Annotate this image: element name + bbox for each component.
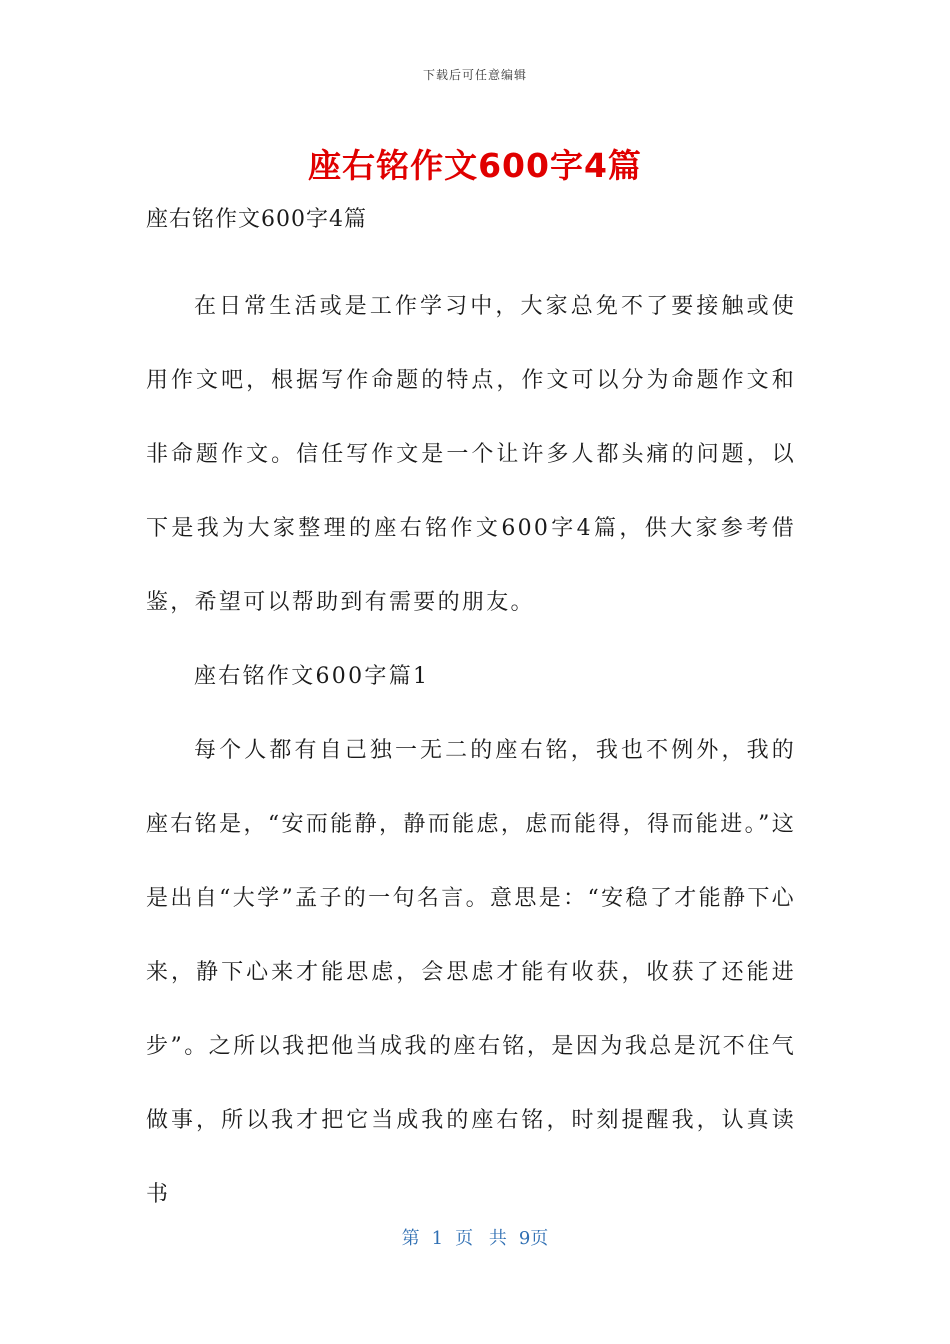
footer-prefix: 第: [401, 1228, 420, 1249]
essay-paragraph: 每个人都有自己独一无二的座右铭，我也不例外，我的座右铭是，“安而能静，静而能虑，虑而能得，得而能进。”这是出自“大学”孟子的一句名言。意思是：“安稳了才能静下心来，静下心来才能思虑，会思虑才能有收获，收获了还能进步”。之所以我把他当成我的座右铭，是因为我总是沉不住气做事，所以我才把它当成我的座右铭，时刻提醒我，认真读书: [146, 738, 796, 1207]
document-title: 座右铭作文600字4篇: [308, 146, 642, 185]
document-subtitle: 座右铭作文600字4篇: [146, 207, 367, 232]
page-footer: [0, 1224, 950, 1250]
footer-middle: 页 共: [455, 1228, 507, 1249]
intro-paragraph: 在日常生活或是工作学习中，大家总免不了要接触或使用作文吧，根据写作命题的特点，作文可以分为命题作文和非命题作文。信任写作文是一个让许多人都头痛的问题，以下是我为大家整理的座右铭作文600字4篇，供大家参考借鉴，希望可以帮助到有需要的朋友。: [146, 294, 796, 615]
header-note: 下载后可任意编辑: [422, 68, 527, 82]
document-body: [146, 196, 796, 1232]
footer-current-page: 1: [431, 1228, 444, 1249]
footer-total-pages: 9页: [518, 1228, 549, 1249]
section-heading: 座右铭作文600字篇1: [194, 664, 430, 689]
